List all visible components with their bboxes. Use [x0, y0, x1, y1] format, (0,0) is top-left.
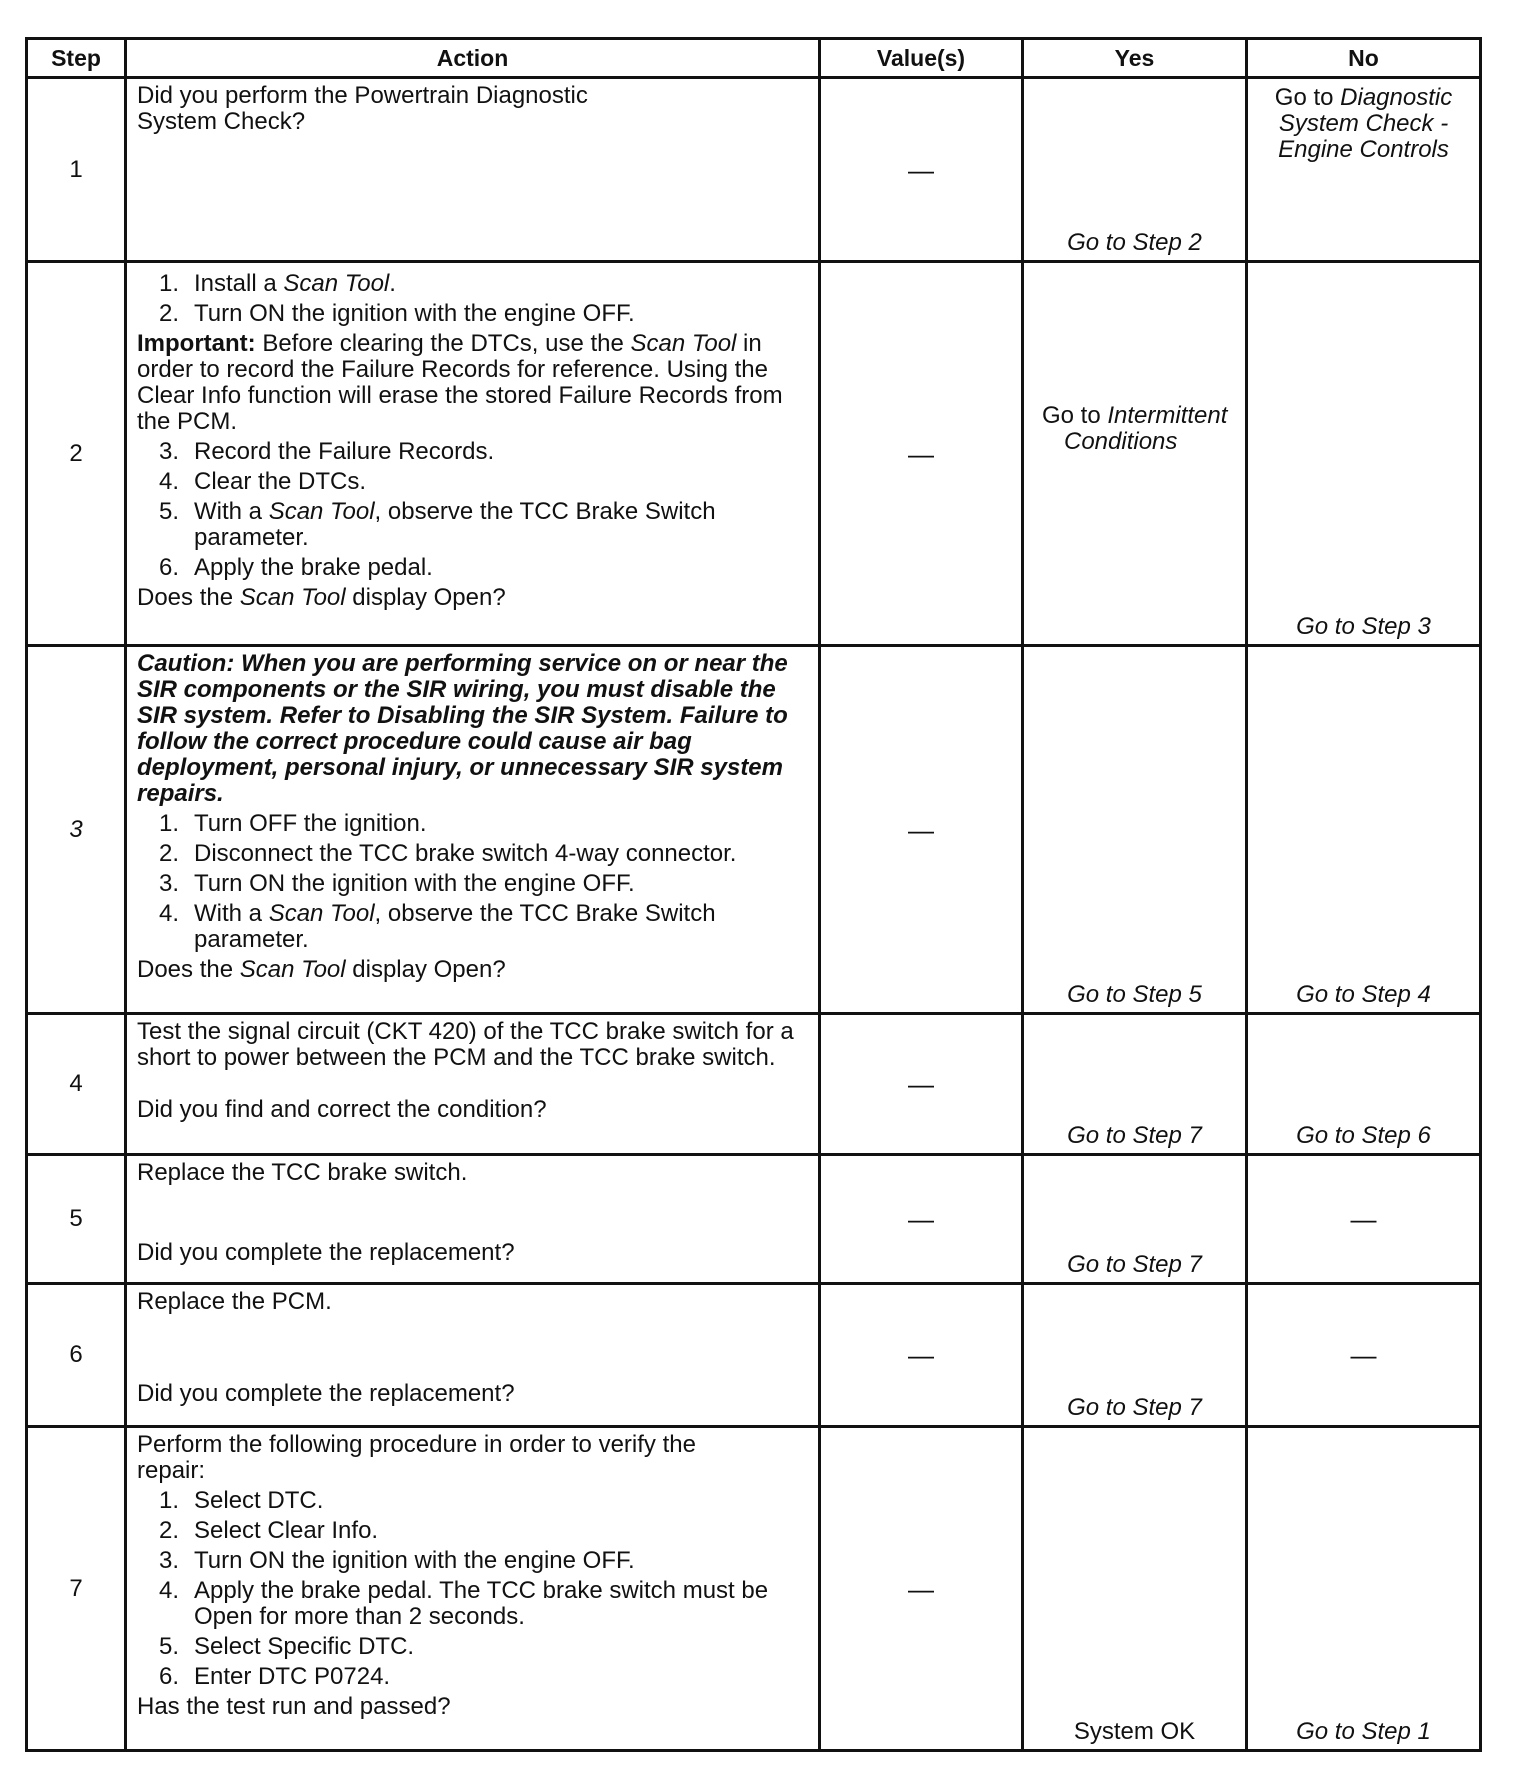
list-number: 2. [159, 1517, 180, 1544]
list-item [159, 469, 808, 495]
list-number: 2. [159, 300, 180, 327]
list-number: 5. [159, 1633, 180, 1660]
list-text: Clear the DTCs. [194, 468, 367, 495]
step-number: 3 [27, 646, 126, 1014]
header-row [27, 39, 1481, 78]
step-number: 6 [27, 1284, 126, 1427]
no-link-text: Diagnostic System Check - Engine Controls [1278, 84, 1453, 163]
list-text: With a Scan Tool, observe the TCC Brake Switch parameter. [194, 498, 716, 551]
action-cell [126, 78, 820, 262]
no-cell [1247, 78, 1481, 262]
action-question: Has the test run and passed? [137, 1693, 451, 1720]
list-number: 6. [159, 1663, 180, 1690]
yes-result: System OK [1073, 1718, 1196, 1745]
list-text: Enter DTC P0724. [194, 1663, 391, 1690]
action-intro: Test the signal circuit (CKT 420) of the TCC brake switch for a short to power between the PCM and the TCC brake switch. [137, 1018, 794, 1071]
table-row-step-1 [27, 78, 1481, 262]
list-item [159, 841, 808, 867]
header-action: Action [126, 39, 820, 78]
list-number: 4. [159, 1577, 180, 1604]
action-cell [126, 1427, 820, 1751]
no-cell [1247, 1155, 1481, 1284]
list-text: Turn OFF the ignition. [194, 810, 427, 837]
no-value: — [1350, 1340, 1377, 1370]
yes-cell [1023, 646, 1247, 1014]
action-question: Did you complete the replacement? [137, 1380, 515, 1407]
action-intro: Replace the PCM. [137, 1288, 332, 1315]
yes-link[interactable]: Go to Step 2 [1067, 229, 1202, 256]
list-number: 1. [159, 270, 180, 297]
list-text: Turn ON the ignition with the engine OFF. [194, 870, 635, 897]
yes-cell [1023, 1284, 1247, 1427]
action-intro: Perform the following procedure in order to verify the repair: [137, 1431, 696, 1484]
list-item [159, 1664, 808, 1690]
step-number: 5 [27, 1155, 126, 1284]
no-value: — [1350, 1204, 1377, 1234]
list-item [159, 1578, 808, 1630]
table-row-step-7 [27, 1427, 1481, 1751]
action-intro: Replace the TCC brake switch. [137, 1159, 468, 1186]
list-item [159, 811, 808, 837]
action-question: Does the Scan Tool display Open? [137, 956, 506, 983]
list-text: Select DTC. [194, 1487, 324, 1514]
table-row-step-5 [27, 1155, 1481, 1284]
yes-link[interactable]: Go to Step 7 [1067, 1394, 1202, 1421]
action-question: Did you find and correct the condition? [137, 1096, 547, 1123]
yes-cell [1023, 1155, 1247, 1284]
action-cell [126, 646, 820, 1014]
step-number: 7 [27, 1427, 126, 1751]
header-values: Value(s) [820, 39, 1023, 78]
list-item [159, 1548, 808, 1574]
list-text: Disconnect the TCC brake switch 4-way connector. [194, 840, 737, 867]
yes-link[interactable] [1042, 403, 1245, 455]
list-item [159, 439, 808, 465]
list-text: Apply the brake pedal. The TCC brake switch must be Open for more than 2 seconds. [194, 1577, 769, 1630]
yes-prefix: Go to [1042, 402, 1108, 429]
no-link[interactable] [1252, 85, 1475, 163]
no-cell [1247, 1427, 1481, 1751]
list-number: 3. [159, 870, 180, 897]
action-question: Did you complete the replacement? [137, 1239, 515, 1266]
no-cell [1247, 1014, 1481, 1155]
list-text: Select Clear Info. [194, 1517, 379, 1544]
yes-cell [1023, 262, 1247, 646]
list-number: 5. [159, 498, 180, 525]
list-item [159, 499, 808, 551]
list-number: 4. [159, 468, 180, 495]
list-item [159, 555, 808, 581]
list-item [159, 871, 808, 897]
no-link[interactable]: Go to Step 6 [1296, 1122, 1431, 1149]
action-cell [126, 1155, 820, 1284]
yes-link[interactable]: Go to Step 7 [1067, 1122, 1202, 1149]
value-cell: — [820, 1155, 1023, 1284]
yes-cell [1023, 1014, 1247, 1155]
list-item [159, 1634, 808, 1660]
table-row-step-4 [27, 1014, 1481, 1155]
action-question: Does the Scan Tool display Open? [137, 584, 506, 611]
caution-note: Caution: When you are performing service on or near the SIR components or the SIR wiring, you must disable the SIR system. Refer to Disabling the SIR System. Failure to follow the correct procedure could cause air bag deployment, personal injury, or unnecessary SIR system repairs. [137, 650, 788, 807]
no-prefix: Go to [1274, 84, 1341, 111]
value-cell: — [820, 262, 1023, 646]
list-text: With a Scan Tool, observe the TCC Brake Switch parameter. [194, 900, 716, 953]
list-number: 1. [159, 810, 180, 837]
yes-cell [1023, 78, 1247, 262]
list-text: Record the Failure Records. [194, 438, 495, 465]
yes-link[interactable]: Go to Step 5 [1067, 981, 1202, 1008]
value-cell: — [820, 1284, 1023, 1427]
yes-link[interactable]: Go to Step 7 [1067, 1251, 1202, 1278]
list-number: 3. [159, 1547, 180, 1574]
list-number: 2. [159, 840, 180, 867]
list-number: 4. [159, 900, 180, 927]
step-number: 1 [27, 78, 126, 262]
list-item [159, 901, 808, 953]
yes-link-text-2: Conditions [1064, 428, 1178, 455]
value-cell: — [820, 78, 1023, 262]
step-number: 2 [27, 262, 126, 646]
list-item [159, 301, 808, 327]
value-cell: — [820, 1427, 1023, 1751]
table-row-step-6 [27, 1284, 1481, 1427]
no-cell [1247, 646, 1481, 1014]
yes-link-text: Intermittent [1107, 402, 1228, 429]
list-text: Turn ON the ignition with the engine OFF. [194, 300, 635, 327]
action-cell [126, 1014, 820, 1155]
value-cell: — [820, 1014, 1023, 1155]
no-link[interactable]: Go to Step 4 [1296, 981, 1431, 1008]
no-cell [1247, 1284, 1481, 1427]
no-link[interactable]: Go to Step 1 [1296, 1718, 1431, 1745]
table-row-step-3 [27, 646, 1481, 1014]
no-link[interactable]: Go to Step 3 [1296, 613, 1431, 640]
list-item [159, 1518, 808, 1544]
action-intro: Did you perform the Powertrain Diagnostic System Check? [137, 82, 588, 135]
action-cell [126, 262, 820, 646]
list-text: Install a Scan Tool. [194, 270, 396, 297]
list-number: 6. [159, 554, 180, 581]
list-text: Apply the brake pedal. [194, 554, 433, 581]
step-number: 4 [27, 1014, 126, 1155]
table-row-step-2 [27, 262, 1481, 646]
action-cell [126, 1284, 820, 1427]
header-yes: Yes [1023, 39, 1247, 78]
header-step: Step [27, 39, 126, 78]
list-number: 1. [159, 1487, 180, 1514]
list-text: Select Specific DTC. [194, 1633, 415, 1660]
list-number: 3. [159, 438, 180, 465]
header-no: No [1247, 39, 1481, 78]
value-cell: — [820, 646, 1023, 1014]
list-item [159, 1488, 808, 1514]
no-cell [1247, 262, 1481, 646]
diagnostic-table [25, 37, 1482, 1752]
list-text: Turn ON the ignition with the engine OFF. [194, 1547, 635, 1574]
yes-cell [1023, 1427, 1247, 1751]
list-item [159, 271, 808, 297]
important-note: Important: Before clearing the DTCs, use the Scan Tool in order to record the Failure Records for reference. Using the Clear Info function will erase the stored Failure Records from the PCM. [137, 330, 783, 435]
